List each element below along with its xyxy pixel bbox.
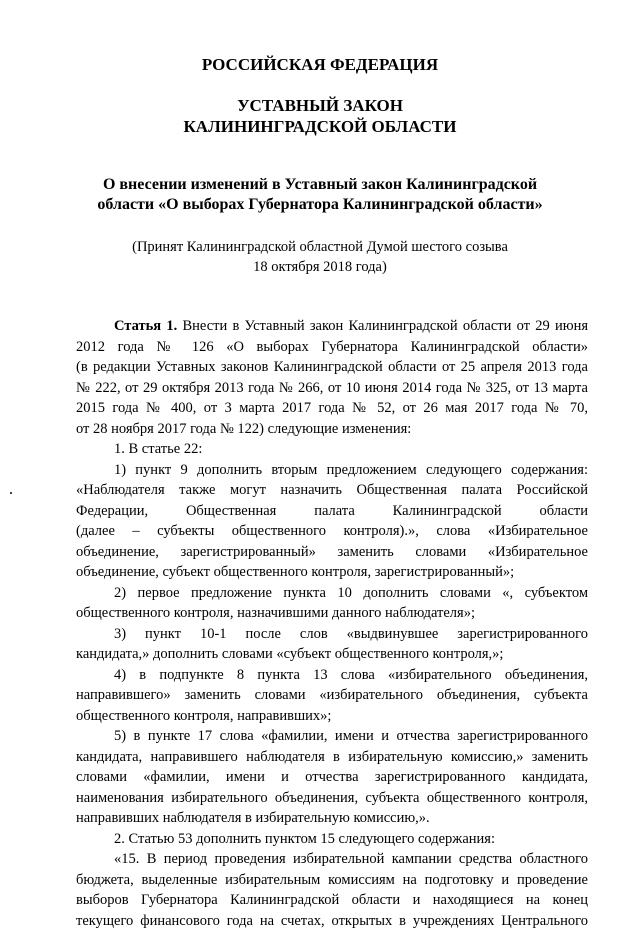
body-line: объединение, субъект общественного контроля, зарегистрированный»;: [76, 562, 588, 583]
body-line: 4) в подпункте 8 пункта 13 слова «избирательного объединения,: [76, 665, 588, 686]
title-line-1: О внесении изменений в Уставный закон Калининградской: [0, 174, 640, 195]
article-body: [76, 316, 588, 931]
body-line: 2012 года № 126 «О выборах Губернатора Калининградской области»: [76, 337, 588, 358]
adoption-line-1: (Принят Калининградской областной Думой шестого созыва: [0, 237, 640, 257]
body-line: 3) пункт 10-1 после слов «выдвинувшее зарегистрированного: [76, 624, 588, 645]
body-line: объединение, зарегистрированный» заменить словами «Избирательное: [76, 542, 588, 563]
body-line: «15. В период проведения избирательной кампании средства областного: [76, 849, 588, 870]
body-line: Федерации, Общественная палата Калининградской области: [76, 501, 588, 522]
body-line: общественного контроля, назначившими данного наблюдателя»;: [76, 603, 588, 624]
body-line: 5) в пункте 17 слова «фамилии, имени и отчества зарегистрированного: [76, 726, 588, 747]
article-label: Статья 1.: [114, 318, 177, 334]
body-line: 1) пункт 9 дополнить вторым предложением следующего содержания:: [76, 460, 588, 481]
body-line: общественного контроля, направивших»;: [76, 706, 588, 727]
body-line: бюджета, выделенные избирательным комиссиям на подготовку и проведение: [76, 870, 588, 891]
body-line: кандидата,» дополнить словами «субъект общественного контроля,»;: [76, 644, 588, 665]
body-line: № 222, от 29 октября 2013 года № 266, от 10 июня 2014 года № 325, от 13 марта: [76, 378, 588, 399]
article-first-line: [76, 316, 588, 337]
adoption-line-2: 18 октября 2018 года): [0, 257, 640, 277]
margin-dot: [10, 492, 12, 494]
region-heading: КАЛИНИНГРАДСКОЙ ОБЛАСТИ: [0, 116, 640, 138]
body-line: направившего» заменить словами «избирательного объединения, субъекта: [76, 685, 588, 706]
title-line-2: области «О выборах Губернатора Калининградской области»: [0, 194, 640, 215]
body-line: от 28 ноября 2017 года № 122) следующие изменения:: [76, 419, 588, 440]
body-line: кандидата, направившего наблюдателя в избирательную комиссию,» заменить: [76, 747, 588, 768]
body-line: словами «фамилии, имени и отчества зарегистрированного кандидата,: [76, 767, 588, 788]
body-line: 2. Статью 53 дополнить пунктом 15 следующего содержания:: [76, 829, 588, 850]
body-line: (далее – субъекты общественного контроля).», слова «Избирательное: [76, 521, 588, 542]
body-line: (в редакции Уставных законов Калининградской области от 25 апреля 2013 года: [76, 357, 588, 378]
body-line: наименования избирательного объединения, субъекта общественного контроля,: [76, 788, 588, 809]
body-line: выборов Губернатора Калининградской области и находящиеся на конец: [76, 890, 588, 911]
body-line: Внести в Уставный закон Калининградской области от 29 июня: [177, 318, 588, 334]
law-type-heading: УСТАВНЫЙ ЗАКОН: [0, 95, 640, 117]
body-line: «Наблюдателя также могут назначить Общественная палата Российской: [76, 480, 588, 501]
body-line: текущего финансового года на счетах, открытых в учреждениях Центрального: [76, 911, 588, 931]
country-heading: РОССИЙСКАЯ ФЕДЕРАЦИЯ: [0, 54, 640, 76]
body-line: 1. В статье 22:: [76, 439, 588, 460]
body-line: 2) первое предложение пункта 10 дополнить словами «, субъектом: [76, 583, 588, 604]
body-line: направивших наблюдателя в избирательную комиссию,».: [76, 808, 588, 829]
body-line: 2015 года № 400, от 3 марта 2017 года № 52, от 26 мая 2017 года № 70,: [76, 398, 588, 419]
